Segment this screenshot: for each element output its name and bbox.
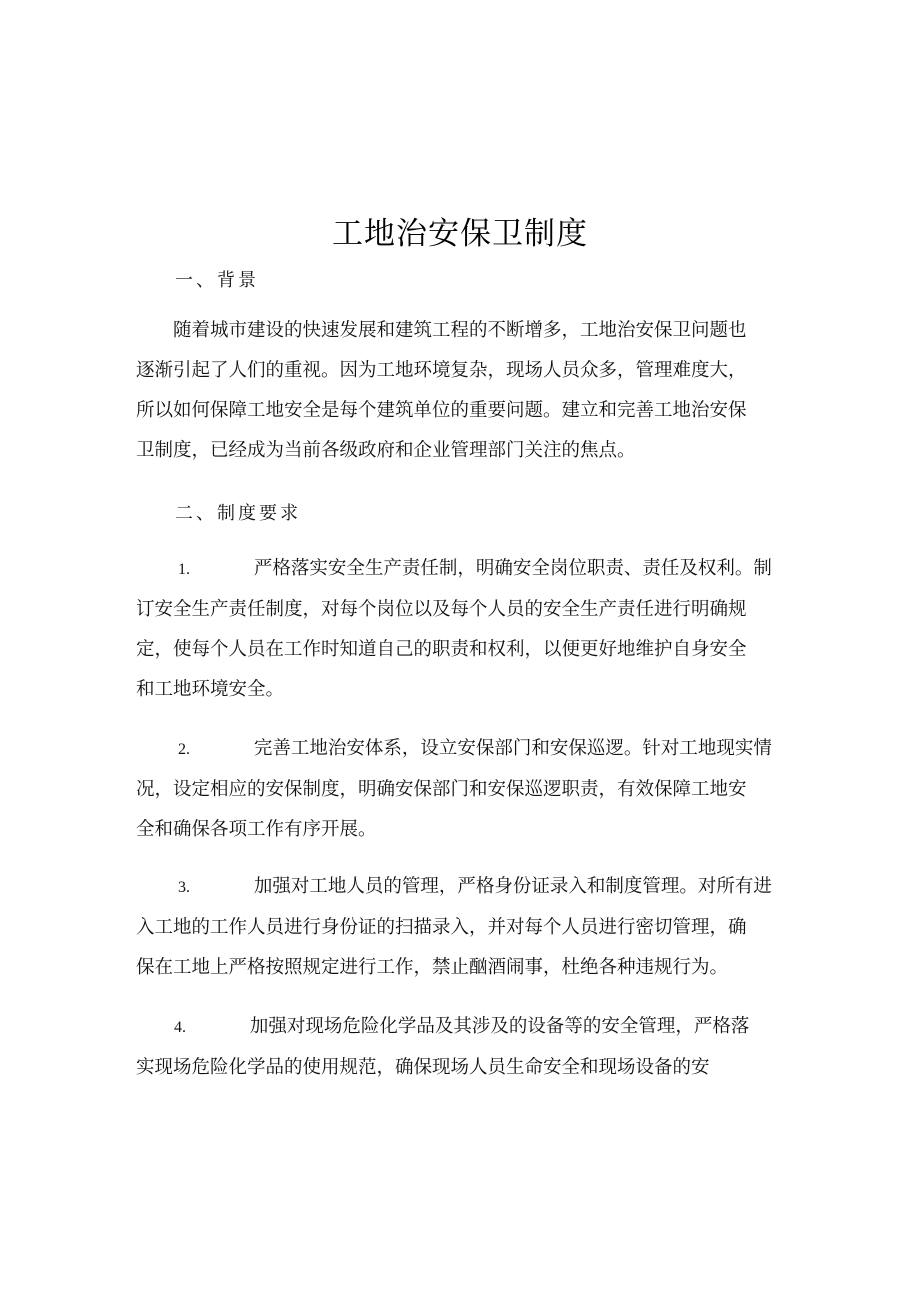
document-title: 工地治安保卫制度	[332, 216, 588, 252]
paragraph-line: 逐渐引起了人们的重视。因为工地环境复杂，现场人员众多，管理难度大，	[136, 360, 747, 381]
paragraph-line: 定，使每个人员在工作时知道自己的职责和权利，以便更好地维护自身安全	[136, 639, 747, 660]
paragraph-line: 实现场危险化学品的使用规范，确保现场人员生命安全和现场设备的安	[136, 1057, 710, 1078]
requirement-item-1	[136, 549, 796, 710]
section-heading-background: 一、背景	[175, 270, 259, 291]
item-number: 2.	[178, 741, 190, 758]
item-text: 加强对现场危险化学品及其涉及的设备等的安全管理，严格落	[249, 1016, 750, 1037]
item-text: 加强对工地人员的管理，严格身份证录入和制度管理。对所有进	[253, 876, 772, 897]
paragraph-line: 和工地环境安全。	[136, 679, 285, 700]
section-heading-requirements: 二、制度要求	[175, 503, 301, 524]
paragraph-line: 所以如何保障工地安全是每个建筑单位的重要问题。建立和完善工地治安保	[136, 400, 747, 421]
item-text: 完善工地治安体系，设立安保部门和安保巡逻。针对工地现实情	[253, 738, 772, 759]
item-number: 4.	[174, 1019, 186, 1036]
paragraph-line: 随着城市建设的快速发展和建筑工程的不断增多，工地治安保卫问题也	[173, 320, 747, 341]
paragraph-line: 全和确保各项工作有序开展。	[136, 819, 377, 840]
requirement-item-2	[136, 729, 796, 850]
item-number: 1.	[178, 561, 190, 578]
paragraph-line: 入工地的工作人员进行身份证的扫描录入，并对每个人员进行密切管理，确	[136, 917, 747, 938]
item-first-line	[136, 729, 796, 770]
item-number: 3.	[178, 879, 190, 896]
background-paragraph	[136, 311, 796, 471]
item-first-line	[136, 867, 796, 908]
paragraph-line: 况，设定相应的安保制度，明确安保部门和安保巡逻职责，有效保障工地安	[136, 779, 747, 800]
requirement-item-3	[136, 867, 796, 988]
paragraph-line: 卫制度，已经成为当前各级政府和企业管理部门关注的焦点。	[136, 440, 636, 461]
item-first-line	[136, 549, 796, 590]
requirement-item-4	[136, 1007, 796, 1088]
item-text: 严格落实安全生产责任制，明确安全岗位职责、责任及权利。制	[253, 558, 772, 579]
paragraph-line: 保在工地上严格按照规定进行工作，禁止酗酒闹事，杜绝各种违规行为。	[136, 957, 729, 978]
paragraph-line: 订安全生产责任制度，对每个岗位以及每个人员的安全生产责任进行明确规	[136, 599, 747, 620]
item-first-line	[136, 1007, 796, 1048]
